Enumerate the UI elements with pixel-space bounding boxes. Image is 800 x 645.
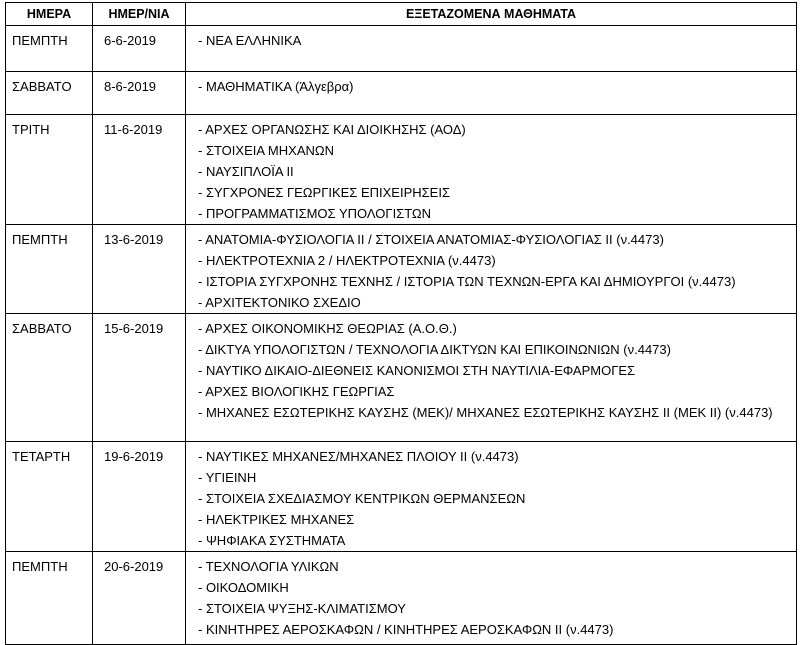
subject-item: - ΨΗΦΙΑΚΑ ΣΥΣΤΗΜΑΤΑ [198, 533, 346, 548]
subject-item: - ΔΙΚΤΥΑ ΥΠΟΛΟΓΙΣΤΩΝ / ΤΕΧΝΟΛΟΓΙΑ ΔΙΚΤΥΩΝ ΚΑΙ ΕΠΙΚΟΙΝΩΝΙΩΝ (ν.4473) [198, 342, 671, 357]
subject-item: - ΠΡΟΓΡΑΜΜΑΤΙΣΜΟΣ ΥΠΟΛΟΓΙΣΤΩΝ [198, 206, 432, 221]
header-row [6, 3, 797, 26]
day-cell [6, 72, 93, 115]
day-label: ΠΕΜΠΤΗ [12, 33, 68, 48]
date-cell [93, 552, 186, 645]
header-subjects: ΕΞΕΤΑΖΟΜΕΝΑ ΜΑΘΗΜΑΤΑ [186, 3, 797, 26]
day-cell [6, 115, 93, 225]
day-cell [6, 225, 93, 314]
date-label: 11-6-2019 [104, 122, 163, 137]
schedule-row [6, 442, 797, 552]
subjects-cell [186, 442, 797, 552]
day-label: ΠΕΜΠΤΗ [12, 559, 68, 574]
date-label: 15-6-2019 [104, 321, 164, 336]
subject-item: - ΣΤΟΙΧΕΙΑ ΨΥΞΗΣ-ΚΛΙΜΑΤΙΣΜΟΥ [198, 601, 406, 616]
schedule-row [6, 225, 797, 314]
subject-item: - ΣΥΓΧΡΟΝΕΣ ΓΕΩΡΓΙΚΕΣ ΕΠΙΧΕΙΡΗΣΕΙΣ [198, 185, 450, 200]
subject-item: - ΑΝΑΤΟΜΙΑ-ΦΥΣΙΟΛΟΓΙΑ ΙΙ / ΣΤΟΙΧΕΙΑ ΑΝΑΤΟΜΙΑΣ-ΦΥΣΙΟΛΟΓΙΑΣ ΙΙ (ν.4473) [198, 232, 664, 247]
day-label: ΣΑΒΒΑΤΟ [12, 79, 72, 94]
subject-item: - ΝΑΥΣΙΠΛΟΪΑ ΙΙ [198, 164, 294, 179]
date-cell [93, 26, 186, 72]
header-date: ΗΜΕΡ/ΝΙΑ [93, 3, 186, 26]
subjects-cell [186, 225, 797, 314]
date-cell [93, 314, 186, 442]
subject-item: - ΑΡΧΕΣ ΟΡΓΑΝΩΣΗΣ ΚΑΙ ΔΙΟΙΚΗΣΗΣ (ΑΟΔ) [198, 122, 466, 137]
date-label: 20-6-2019 [104, 559, 164, 574]
header-day: ΗΜΕΡΑ [6, 3, 93, 26]
day-label: ΤΡΙΤΗ [12, 122, 50, 137]
subjects-cell [186, 72, 797, 115]
date-cell [93, 442, 186, 552]
schedule-body [6, 26, 797, 645]
subject-item: - ΑΡΧΕΣ ΟΙΚΟΝΟΜΙΚΗΣ ΘΕΩΡΙΑΣ (Α.Ο.Θ.) [198, 321, 457, 336]
subject-item: - ΣΤΟΙΧΕΙΑ ΜΗΧΑΝΩΝ [198, 143, 334, 158]
subject-item: - ΣΤΟΙΧΕΙΑ ΣΧΕΔΙΑΣΜΟΥ ΚΕΝΤΡΙΚΩΝ ΘΕΡΜΑΝΣΕΩΝ [198, 491, 526, 506]
subject-item: - ΝΑΥΤΙΚΟ ΔΙΚΑΙΟ-ΔΙΕΘΝΕΙΣ ΚΑΝΟΝΙΣΜΟΙ ΣΤΗ ΝΑΥΤΙΛΙΑ-ΕΦΑΡΜΟΓΕΣ [198, 363, 636, 378]
subject-item: - ΥΓΙΕΙΝΗ [198, 470, 257, 485]
day-cell [6, 552, 93, 645]
subject-item: - ΚΙΝΗΤΗΡΕΣ ΑΕΡΟΣΚΑΦΩΝ / ΚΙΝΗΤΗΡΕΣ ΑΕΡΟΣΚΑΦΩΝ ΙΙ (ν.4473) [198, 622, 614, 637]
date-cell [93, 225, 186, 314]
day-label: ΠΕΜΠΤΗ [12, 232, 68, 247]
date-cell [93, 72, 186, 115]
subject-item: - ΑΡΧΕΣ ΒΙΟΛΟΓΙΚΗΣ ΓΕΩΡΓΙΑΣ [198, 384, 395, 399]
subject-item: - ΝΕΑ ΕΛΛΗΝΙΚΑ [198, 33, 302, 48]
schedule-row [6, 115, 797, 225]
exam-schedule-table [5, 2, 797, 645]
day-label: ΤΕΤΑΡΤΗ [12, 449, 71, 464]
subject-item: - ΜΗΧΑΝΕΣ ΕΣΩΤΕΡΙΚΗΣ ΚΑΥΣΗΣ (ΜΕΚ)/ ΜΗΧΑΝΕΣ ΕΣΩΤΕΡΙΚΗΣ ΚΑΥΣΗΣ ΙΙ (ΜΕΚ ΙΙ) (ν.4473) [198, 405, 773, 420]
subject-item: - ΑΡΧΙΤΕΚΤΟΝΙΚΟ ΣΧΕΔΙΟ [198, 295, 361, 310]
subjects-cell [186, 314, 797, 442]
date-cell [93, 115, 186, 225]
subject-item: - ΜΑΘΗΜΑΤΙΚΑ (Άλγεβρα) [198, 79, 354, 94]
subject-item: - ΟΙΚΟΔΟΜΙΚΗ [198, 580, 289, 595]
subjects-cell [186, 552, 797, 645]
date-label: 6-6-2019 [104, 33, 157, 48]
subjects-cell [186, 26, 797, 72]
day-cell [6, 442, 93, 552]
date-label: 8-6-2019 [104, 79, 157, 94]
date-label: 13-6-2019 [104, 232, 164, 247]
date-label: 19-6-2019 [104, 449, 164, 464]
subject-item: - ΤΕΧΝΟΛΟΓΙΑ ΥΛΙΚΩΝ [198, 559, 339, 574]
schedule-row [6, 552, 797, 645]
subject-item: - ΙΣΤΟΡΙΑ ΣΥΓΧΡΟΝΗΣ ΤΕΧΝΗΣ / ΙΣΤΟΡΙΑ ΤΩΝ ΤΕΧΝΩΝ-ΕΡΓΑ ΚΑΙ ΔΗΜΙΟΥΡΓΟΙ (ν.4473) [198, 274, 736, 289]
subject-item: - ΗΛΕΚΤΡΙΚΕΣ ΜΗΧΑΝΕΣ [198, 512, 355, 527]
subject-item: - ΗΛΕΚΤΡΟΤΕΧΝΙΑ 2 / ΗΛΕΚΤΡΟΤΕΧΝΙΑ (ν.4473) [198, 253, 496, 268]
schedule-row [6, 26, 797, 72]
subject-item: - ΝΑΥΤΙΚΕΣ ΜΗΧΑΝΕΣ/ΜΗΧΑΝΕΣ ΠΛΟΙΟΥ ΙΙ (ν.4473) [198, 449, 519, 464]
subjects-cell [186, 115, 797, 225]
day-cell [6, 26, 93, 72]
schedule-row [6, 314, 797, 442]
day-label: ΣΑΒΒΑΤΟ [12, 321, 72, 336]
schedule-row [6, 72, 797, 115]
day-cell [6, 314, 93, 442]
